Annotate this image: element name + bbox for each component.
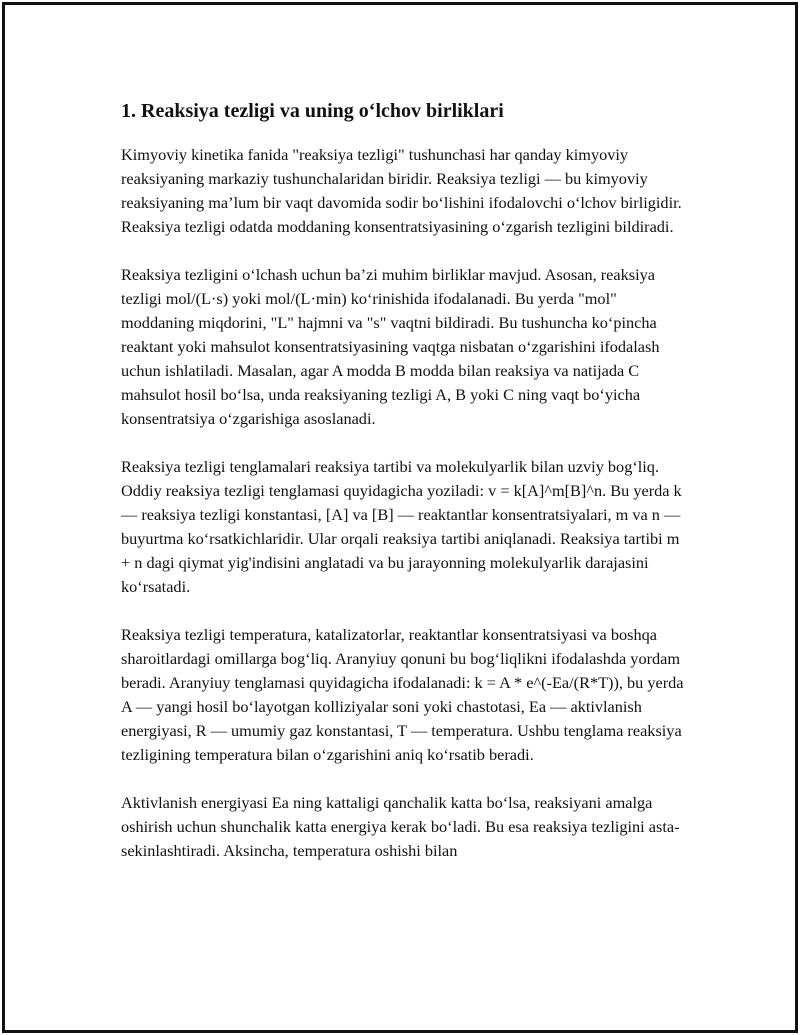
paragraph-5: Aktivlanish energiyasi Ea ning kattaligi qanchalik katta bo‘lsa, reaksiyani amalga oshirish uchun shunchalik katta energiya kerak bo‘ladi. Bu esa reaksiya tezligini asta-sekinlashtiradi. Aksincha, temperatura oshishi bilan [121, 793, 680, 860]
paragraph-4: Reaksiya tezligi temperatura, katalizatorlar, reaktantlar konsentratsiyasi va boshqa sharoitlardagi omillarga bog‘liq. Aranyiuy qonuni bu bog‘liqliknі ifodalashda yordam beradi. Aranyiuy tenglamasi quyidagicha ifodalanadi: k = A * e^(-Ea/(R*T)), bu yerda A — yangi hosil bo‘layotgan kolliziyalar soni yoki chastotasi, Ea — aktivlanish energiyasi, R — umumiy gaz konstantasi, T — temperatura. Ushbu tenglama reaksiya tezligining temperatura bilan o‘zgarishini aniq ko‘rsatib beradi. [121, 625, 684, 764]
paragraph-2: Reaksiya tezligini o‘lchash uchun ba’zi muhim birliklar mavjud. Asosan, reaksiya tezligi mol/(L·s) yoki mol/(L·min) ko‘rinishida ifodalanadi. Bu yerda "mol" moddaning miqdorini, "L" hajmni va "s" vaqtni bildiradi. Bu tushuncha ko‘pincha reaktant yoki mahsulot konsentratsiyasining vaqtga nisbatan o‘zgarishini ifodalash uchun ishlatiladi. Masalan, agar A modda B modda bilan reaksiya va natijada C mahsulot hosil bo‘lsa, unda reaksiyaning tezligi A, B yoki C ning vaqt bo‘yicha konsentratsiya o‘zgarishiga asoslanadi. [121, 265, 660, 428]
paragraph-1: Kimyoviy kinetika fanida "reaksiya tezligi" tushunchasi har qanday kimyoviy reaksiyaning markaziy tushunchalaridan biridir. Reaksiya tezligi — bu kimyoviy reaksiyaning ma’lum bir vaqt davomida sodir bo‘lishini ifodalovchi o‘lchov birligidir. Reaksiya tezligi odatda moddaning konsentratsiyasining o‘zgarish tezligini bildiradi. [121, 145, 682, 236]
page-frame [2, 2, 798, 1033]
document-body [121, 97, 687, 887]
paragraph-3: Reaksiya tezligi tenglamalari reaksiya tartibi va molekulyarlik bilan uzviy bog‘liq. Oddiy reaksiya tezligi tenglamasi quyidagicha yoziladi: v = k[A]^m[B]^n. Bu yerda k — reaksiya tezligi konstantasi, [A] va [B] — reaktantlar konsentratsiyalari, m va n — buyurtma ko‘rsatkichlaridir. Ular orqali reaksiya tartibi aniqlanadi. Reaksiya tartibi m + n dagi qiymat yig'indisini anglatadi va bu jarayonning molekulyarlik darajasini ko‘rsatadi. [121, 457, 682, 596]
section-heading: 1. Reaksiya tezligi va uning o‘lchov birliklari [121, 100, 504, 122]
